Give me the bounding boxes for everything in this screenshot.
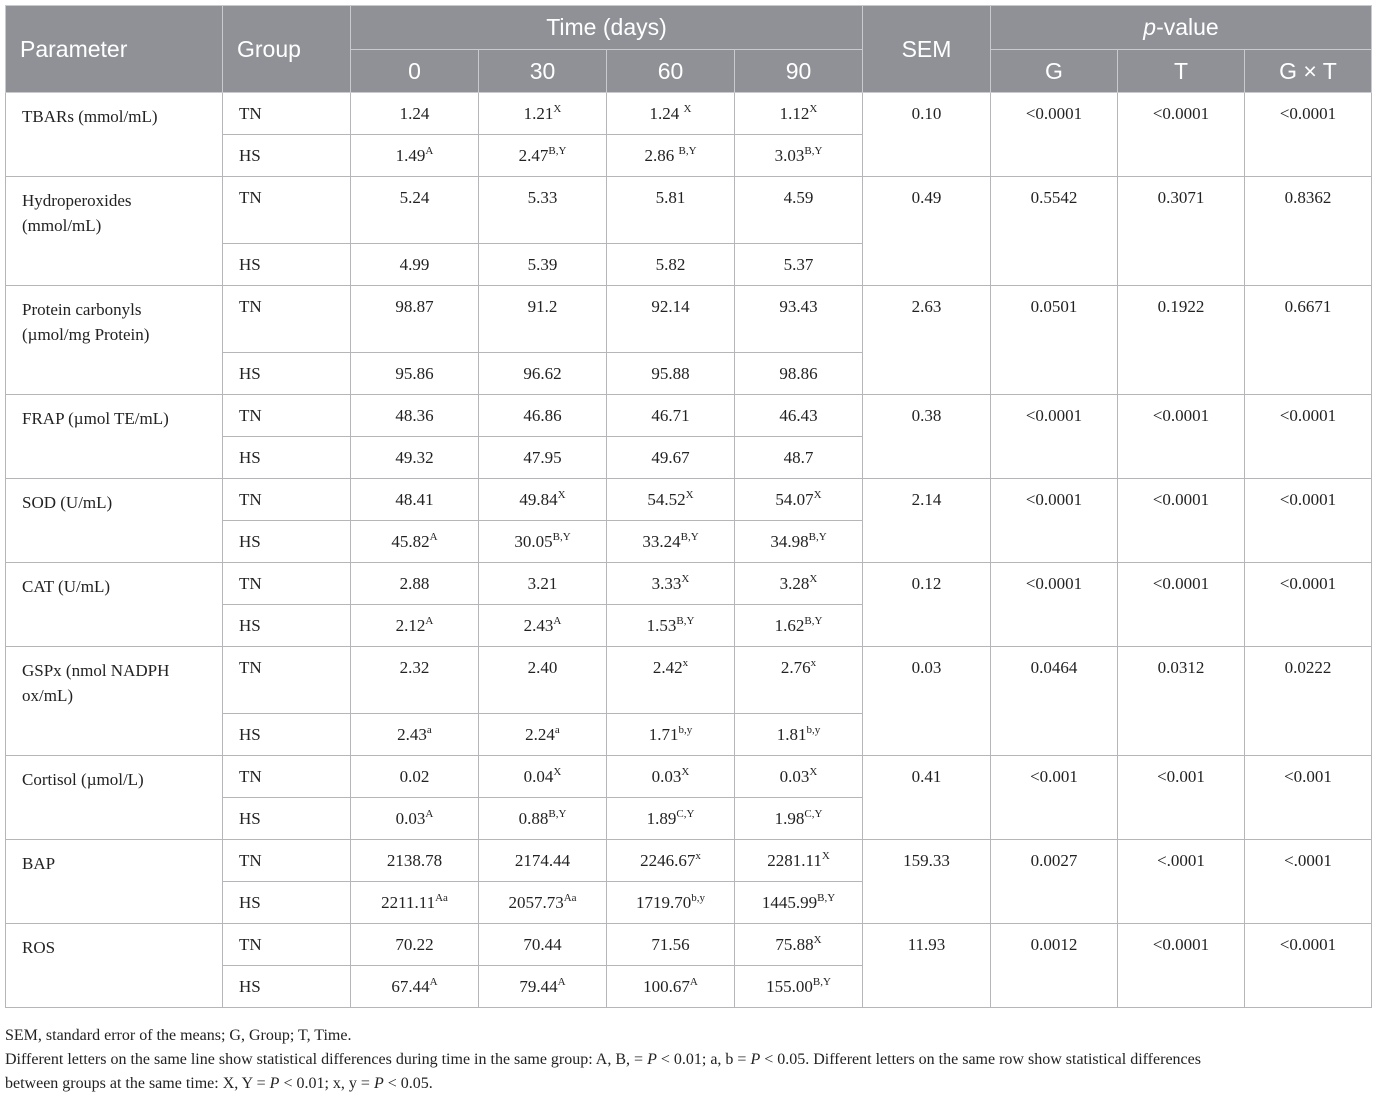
group-label: HS <box>223 244 351 286</box>
p-interaction: <0.0001 <box>1245 924 1372 1008</box>
p-time: 0.1922 <box>1118 286 1245 395</box>
footnote-p: P <box>269 1075 280 1092</box>
value-cell <box>351 521 479 563</box>
value: 1.24 <box>399 104 430 123</box>
parameter-name: Cortisol (µmol/L) <box>6 756 223 840</box>
header-group: Group <box>223 6 351 93</box>
superscript: X <box>683 103 692 115</box>
value: 2.24 <box>525 725 555 744</box>
value-cell <box>479 135 607 177</box>
group-label: TN <box>223 177 351 244</box>
parameter-name: CAT (U/mL) <box>6 563 223 647</box>
superscript: X <box>681 766 690 778</box>
superscript: X <box>813 934 822 946</box>
superscript: b,y <box>691 892 705 904</box>
group-label: HS <box>223 714 351 756</box>
value-cell <box>607 966 735 1008</box>
value: 0.03 <box>651 767 682 786</box>
footnote-text: < 0.05. <box>383 1075 433 1092</box>
value: 0.03 <box>395 809 426 828</box>
value-cell <box>351 605 479 647</box>
value-cell <box>607 563 735 605</box>
value-cell <box>735 714 863 756</box>
superscript: B,Y <box>676 615 695 627</box>
value-cell: 47.95 <box>479 437 607 479</box>
value-cell <box>479 714 607 756</box>
p-interaction: <0.0001 <box>1245 395 1372 479</box>
value: 2.42 <box>652 658 683 677</box>
table-row <box>6 647 1372 714</box>
superscript: X <box>685 489 694 501</box>
value: 1.21 <box>523 104 554 123</box>
parameter-name: ROS <box>6 924 223 1008</box>
value-cell <box>351 840 479 882</box>
superscript: b,y <box>806 724 821 736</box>
value: 1445.99 <box>761 893 818 912</box>
superscript: A <box>429 976 438 988</box>
group-label: TN <box>223 924 351 966</box>
superscript: B,Y <box>548 808 567 820</box>
p-interaction: <0.001 <box>1245 756 1372 840</box>
value: 34.98 <box>770 532 809 551</box>
value: 0.88 <box>518 809 549 828</box>
footnote-p: P <box>750 1051 761 1068</box>
value: 2174.44 <box>514 851 571 870</box>
value: 155.00 <box>766 977 813 996</box>
sem-value: 0.12 <box>863 563 991 647</box>
group-label: TN <box>223 93 351 135</box>
p-interaction: 0.0222 <box>1245 647 1372 756</box>
parameter-name: FRAP (µmol TE/mL) <box>6 395 223 479</box>
value-cell <box>735 924 863 966</box>
value-cell: 49.67 <box>607 437 735 479</box>
value-cell <box>479 563 607 605</box>
value: 1.49 <box>395 146 426 165</box>
p-group: 0.0027 <box>991 840 1118 924</box>
data-table <box>5 5 1372 1008</box>
value-cell: 5.39 <box>479 244 607 286</box>
value-cell: 46.71 <box>607 395 735 437</box>
p-time: <0.0001 <box>1118 479 1245 563</box>
value-cell <box>607 521 735 563</box>
value-cell <box>351 714 479 756</box>
table-row <box>6 395 1372 437</box>
value-cell <box>351 93 479 135</box>
value-cell <box>607 605 735 647</box>
p-group: <0.0001 <box>991 93 1118 177</box>
superscript: X <box>809 103 818 115</box>
value-cell <box>351 647 479 714</box>
table-row <box>6 479 1372 521</box>
superscript: A <box>429 531 438 543</box>
value: 2.12 <box>395 616 426 635</box>
sem-value: 0.41 <box>863 756 991 840</box>
footnote-p: P <box>647 1051 657 1068</box>
header-p-group: G <box>991 50 1118 93</box>
footnote-text: Different letters on the same line show statistical differences during time in the same group: A, B, = <box>5 1051 648 1068</box>
value-cell: 93.43 <box>735 286 863 353</box>
superscript: X <box>557 489 566 501</box>
parameter-name: SOD (U/mL) <box>6 479 223 563</box>
table-row <box>6 924 1372 966</box>
sem-value: 2.63 <box>863 286 991 395</box>
superscript: B,Y <box>804 145 823 157</box>
group-label: HS <box>223 353 351 395</box>
value-cell <box>479 798 607 840</box>
value-cell: 48.7 <box>735 437 863 479</box>
p-time: <0.0001 <box>1118 395 1245 479</box>
value-cell: 95.86 <box>351 353 479 395</box>
value-cell <box>607 798 735 840</box>
footnote-p: P <box>373 1075 384 1092</box>
value-cell: 49.32 <box>351 437 479 479</box>
header-p-value <box>991 6 1372 50</box>
value-cell <box>607 756 735 798</box>
value: 2.40 <box>527 658 558 677</box>
footnote-text: < 0.05. Different letters on the same row show statistical differences <box>760 1051 1201 1068</box>
value: 2138.78 <box>386 851 443 870</box>
p-time: <0.0001 <box>1118 93 1245 177</box>
value: 1.24 <box>649 104 684 123</box>
p-group: <0.0001 <box>991 479 1118 563</box>
value: 1.62 <box>774 616 805 635</box>
value: 3.28 <box>779 574 810 593</box>
header-day-30: 30 <box>479 50 607 93</box>
value: 48.41 <box>395 490 434 509</box>
value-cell <box>735 605 863 647</box>
header-day-90: 90 <box>735 50 863 93</box>
group-label: HS <box>223 882 351 924</box>
value-cell <box>351 966 479 1008</box>
superscript: C,Y <box>676 808 695 820</box>
value-cell <box>351 798 479 840</box>
value: 1.81 <box>776 725 807 744</box>
header-parameter: Parameter <box>6 6 223 93</box>
parameter-line: GSPx (nmol NADPH <box>22 661 170 680</box>
value-cell <box>479 966 607 1008</box>
value: 3.03 <box>774 146 805 165</box>
value-cell <box>607 924 735 966</box>
value-cell <box>735 756 863 798</box>
value: 79.44 <box>519 977 558 996</box>
value-cell <box>351 135 479 177</box>
parameter-name <box>6 286 223 395</box>
parameter-name <box>6 177 223 286</box>
value-cell <box>735 798 863 840</box>
header-p-italic: p <box>1143 14 1157 40</box>
parameter-name <box>6 647 223 756</box>
header-time-days: Time (days) <box>351 6 863 50</box>
value: 1.89 <box>646 809 677 828</box>
value: 75.88 <box>775 935 814 954</box>
value: 1.53 <box>646 616 677 635</box>
p-interaction: <0.0001 <box>1245 479 1372 563</box>
table-row <box>6 756 1372 798</box>
value-cell <box>735 135 863 177</box>
p-group: <0.0001 <box>991 395 1118 479</box>
table-row <box>6 563 1372 605</box>
footnote-text: < 0.01; a, b = <box>656 1051 751 1068</box>
superscript: B,Y <box>817 892 836 904</box>
value-cell <box>607 135 735 177</box>
header-day-0: 0 <box>351 50 479 93</box>
superscript: B,Y <box>680 531 699 543</box>
p-interaction: 0.8362 <box>1245 177 1372 286</box>
footnote-text: < 0.01; x, y = <box>279 1075 374 1092</box>
header-day-60: 60 <box>607 50 735 93</box>
sem-value: 11.93 <box>863 924 991 1008</box>
value-cell: 5.33 <box>479 177 607 244</box>
group-label: HS <box>223 437 351 479</box>
p-time: <0.0001 <box>1118 563 1245 647</box>
p-group: 0.0501 <box>991 286 1118 395</box>
value: 71.56 <box>651 935 690 954</box>
value-cell: 91.2 <box>479 286 607 353</box>
superscript: x <box>695 850 701 862</box>
table-row <box>6 177 1372 244</box>
p-time: <.0001 <box>1118 840 1245 924</box>
value: 33.24 <box>642 532 681 551</box>
header-sem: SEM <box>863 6 991 93</box>
p-interaction: <0.0001 <box>1245 563 1372 647</box>
value-cell: 46.43 <box>735 395 863 437</box>
value-cell <box>607 882 735 924</box>
group-label: HS <box>223 135 351 177</box>
value: 1.12 <box>779 104 810 123</box>
value-cell: 95.88 <box>607 353 735 395</box>
superscript: a <box>426 724 432 736</box>
value-cell <box>735 479 863 521</box>
group-label: TN <box>223 756 351 798</box>
value-cell <box>479 479 607 521</box>
superscript: X <box>821 850 830 862</box>
footnote-abbreviations: SEM, standard error of the means; G, Group; T, Time. <box>5 1027 352 1044</box>
superscript: A <box>553 615 562 627</box>
value: 100.67 <box>643 977 690 996</box>
superscript: Aa <box>435 892 448 904</box>
value-cell: 5.82 <box>607 244 735 286</box>
value-cell: 5.24 <box>351 177 479 244</box>
value-cell <box>607 479 735 521</box>
value-cell: 46.86 <box>479 395 607 437</box>
sem-value: 0.38 <box>863 395 991 479</box>
value-cell <box>735 882 863 924</box>
value: 54.52 <box>647 490 686 509</box>
parameter-name: BAP <box>6 840 223 924</box>
parameter-line: Protein carbonyls <box>22 300 142 319</box>
parameter-name: TBARs (mmol/mL) <box>6 93 223 177</box>
table-row <box>6 840 1372 882</box>
value: 2.76 <box>780 658 811 677</box>
header-p-rest: -value <box>1156 14 1219 40</box>
superscript: B,Y <box>678 145 697 157</box>
value: 2.47 <box>518 146 549 165</box>
value: 54.07 <box>775 490 814 509</box>
group-label: TN <box>223 286 351 353</box>
value: 1719.70 <box>636 893 692 912</box>
value-cell: 4.99 <box>351 244 479 286</box>
p-interaction: <0.0001 <box>1245 93 1372 177</box>
value-cell <box>735 840 863 882</box>
table-row <box>6 93 1372 135</box>
value-cell: 98.86 <box>735 353 863 395</box>
value-cell <box>351 563 479 605</box>
value-cell <box>351 756 479 798</box>
table-body <box>6 93 1372 1008</box>
p-group: <0.001 <box>991 756 1118 840</box>
value-cell <box>735 563 863 605</box>
value-cell <box>479 756 607 798</box>
superscript: X <box>681 573 690 585</box>
header-p-interaction: G × T <box>1245 50 1372 93</box>
table-header <box>6 6 1372 93</box>
sem-value: 0.03 <box>863 647 991 756</box>
value: 2246.67 <box>640 851 696 870</box>
superscript: B,Y <box>808 531 827 543</box>
superscript: X <box>809 766 818 778</box>
value-cell <box>735 966 863 1008</box>
value-cell <box>735 93 863 135</box>
p-time: <0.0001 <box>1118 924 1245 1008</box>
p-group: 0.0012 <box>991 924 1118 1008</box>
value-cell <box>351 924 479 966</box>
value: 30.05 <box>514 532 553 551</box>
value-cell <box>479 93 607 135</box>
superscript: X <box>553 103 562 115</box>
p-time: <0.001 <box>1118 756 1245 840</box>
value-cell <box>479 924 607 966</box>
value: 1.98 <box>774 809 805 828</box>
p-time: 0.3071 <box>1118 177 1245 286</box>
value: 0.02 <box>399 767 430 786</box>
group-label: TN <box>223 479 351 521</box>
group-label: TN <box>223 840 351 882</box>
value: 1.71 <box>648 725 679 744</box>
superscript: B,Y <box>548 145 567 157</box>
superscript: B,Y <box>552 531 571 543</box>
value-cell <box>479 840 607 882</box>
sem-value: 2.14 <box>863 479 991 563</box>
value-cell: 5.81 <box>607 177 735 244</box>
value: 45.82 <box>391 532 430 551</box>
value: 0.04 <box>523 767 554 786</box>
sem-value: 159.33 <box>863 840 991 924</box>
value-cell: 98.87 <box>351 286 479 353</box>
parameter-line: Hydroperoxides <box>22 191 132 210</box>
value: 2.86 <box>644 146 679 165</box>
value: 2.43 <box>397 725 427 744</box>
p-group: <0.0001 <box>991 563 1118 647</box>
superscript: C,Y <box>804 808 823 820</box>
value-cell: 4.59 <box>735 177 863 244</box>
p-time: 0.0312 <box>1118 647 1245 756</box>
value-cell <box>607 714 735 756</box>
p-group: 0.5542 <box>991 177 1118 286</box>
superscript: B,Y <box>804 615 823 627</box>
superscript: b,y <box>678 724 693 736</box>
value: 70.44 <box>523 935 562 954</box>
parameter-line: ox/mL) <box>22 686 73 705</box>
value-cell <box>607 840 735 882</box>
superscript: A <box>689 976 698 988</box>
value-cell <box>735 647 863 714</box>
value: 2.32 <box>399 658 430 677</box>
superscript: A <box>557 976 566 988</box>
value-cell <box>351 479 479 521</box>
superscript: x <box>810 657 817 669</box>
value: 3.33 <box>651 574 682 593</box>
value: 2.43 <box>523 616 554 635</box>
parameter-line: (µmol/mg Protein) <box>22 325 150 344</box>
table-footnotes <box>5 1024 1370 1096</box>
header-p-time: T <box>1118 50 1245 93</box>
group-label: HS <box>223 966 351 1008</box>
p-interaction: <.0001 <box>1245 840 1372 924</box>
group-label: HS <box>223 521 351 563</box>
footnote-text: between groups at the same time: X, Y = <box>5 1075 270 1092</box>
value-cell: 96.62 <box>479 353 607 395</box>
value: 3.21 <box>527 574 558 593</box>
value-cell <box>735 521 863 563</box>
value: 2281.11 <box>767 851 822 870</box>
superscript: X <box>813 489 822 501</box>
value-cell: 92.14 <box>607 286 735 353</box>
sem-value: 0.10 <box>863 93 991 177</box>
value-cell <box>479 521 607 563</box>
superscript: A <box>425 145 434 157</box>
value-cell <box>479 882 607 924</box>
group-label: TN <box>223 395 351 437</box>
value-cell <box>351 882 479 924</box>
superscript: A <box>425 808 434 820</box>
p-interaction: 0.6671 <box>1245 286 1372 395</box>
sem-value: 0.49 <box>863 177 991 286</box>
value-cell <box>479 647 607 714</box>
table-row <box>6 286 1372 353</box>
superscript: A <box>425 615 434 627</box>
value: 70.22 <box>395 935 434 954</box>
superscript: X <box>809 573 818 585</box>
superscript: B,Y <box>812 976 831 988</box>
value: 2211.11 <box>381 893 436 912</box>
value-cell <box>479 605 607 647</box>
value: 2.88 <box>399 574 430 593</box>
superscript: x <box>682 657 689 669</box>
group-label: HS <box>223 605 351 647</box>
value-cell: 5.37 <box>735 244 863 286</box>
superscript: Aa <box>563 892 577 904</box>
superscript: a <box>554 724 560 736</box>
value: 49.84 <box>519 490 558 509</box>
value-cell: 48.36 <box>351 395 479 437</box>
value: 67.44 <box>391 977 430 996</box>
group-label: HS <box>223 798 351 840</box>
parameter-line: (mmol/mL) <box>22 216 102 235</box>
group-label: TN <box>223 563 351 605</box>
value: 2057.73 <box>508 893 564 912</box>
superscript: X <box>553 766 562 778</box>
value: 0.03 <box>779 767 810 786</box>
p-group: 0.0464 <box>991 647 1118 756</box>
group-label: TN <box>223 647 351 714</box>
footnote-significance <box>5 1048 1370 1096</box>
value-cell <box>607 647 735 714</box>
value-cell <box>607 93 735 135</box>
